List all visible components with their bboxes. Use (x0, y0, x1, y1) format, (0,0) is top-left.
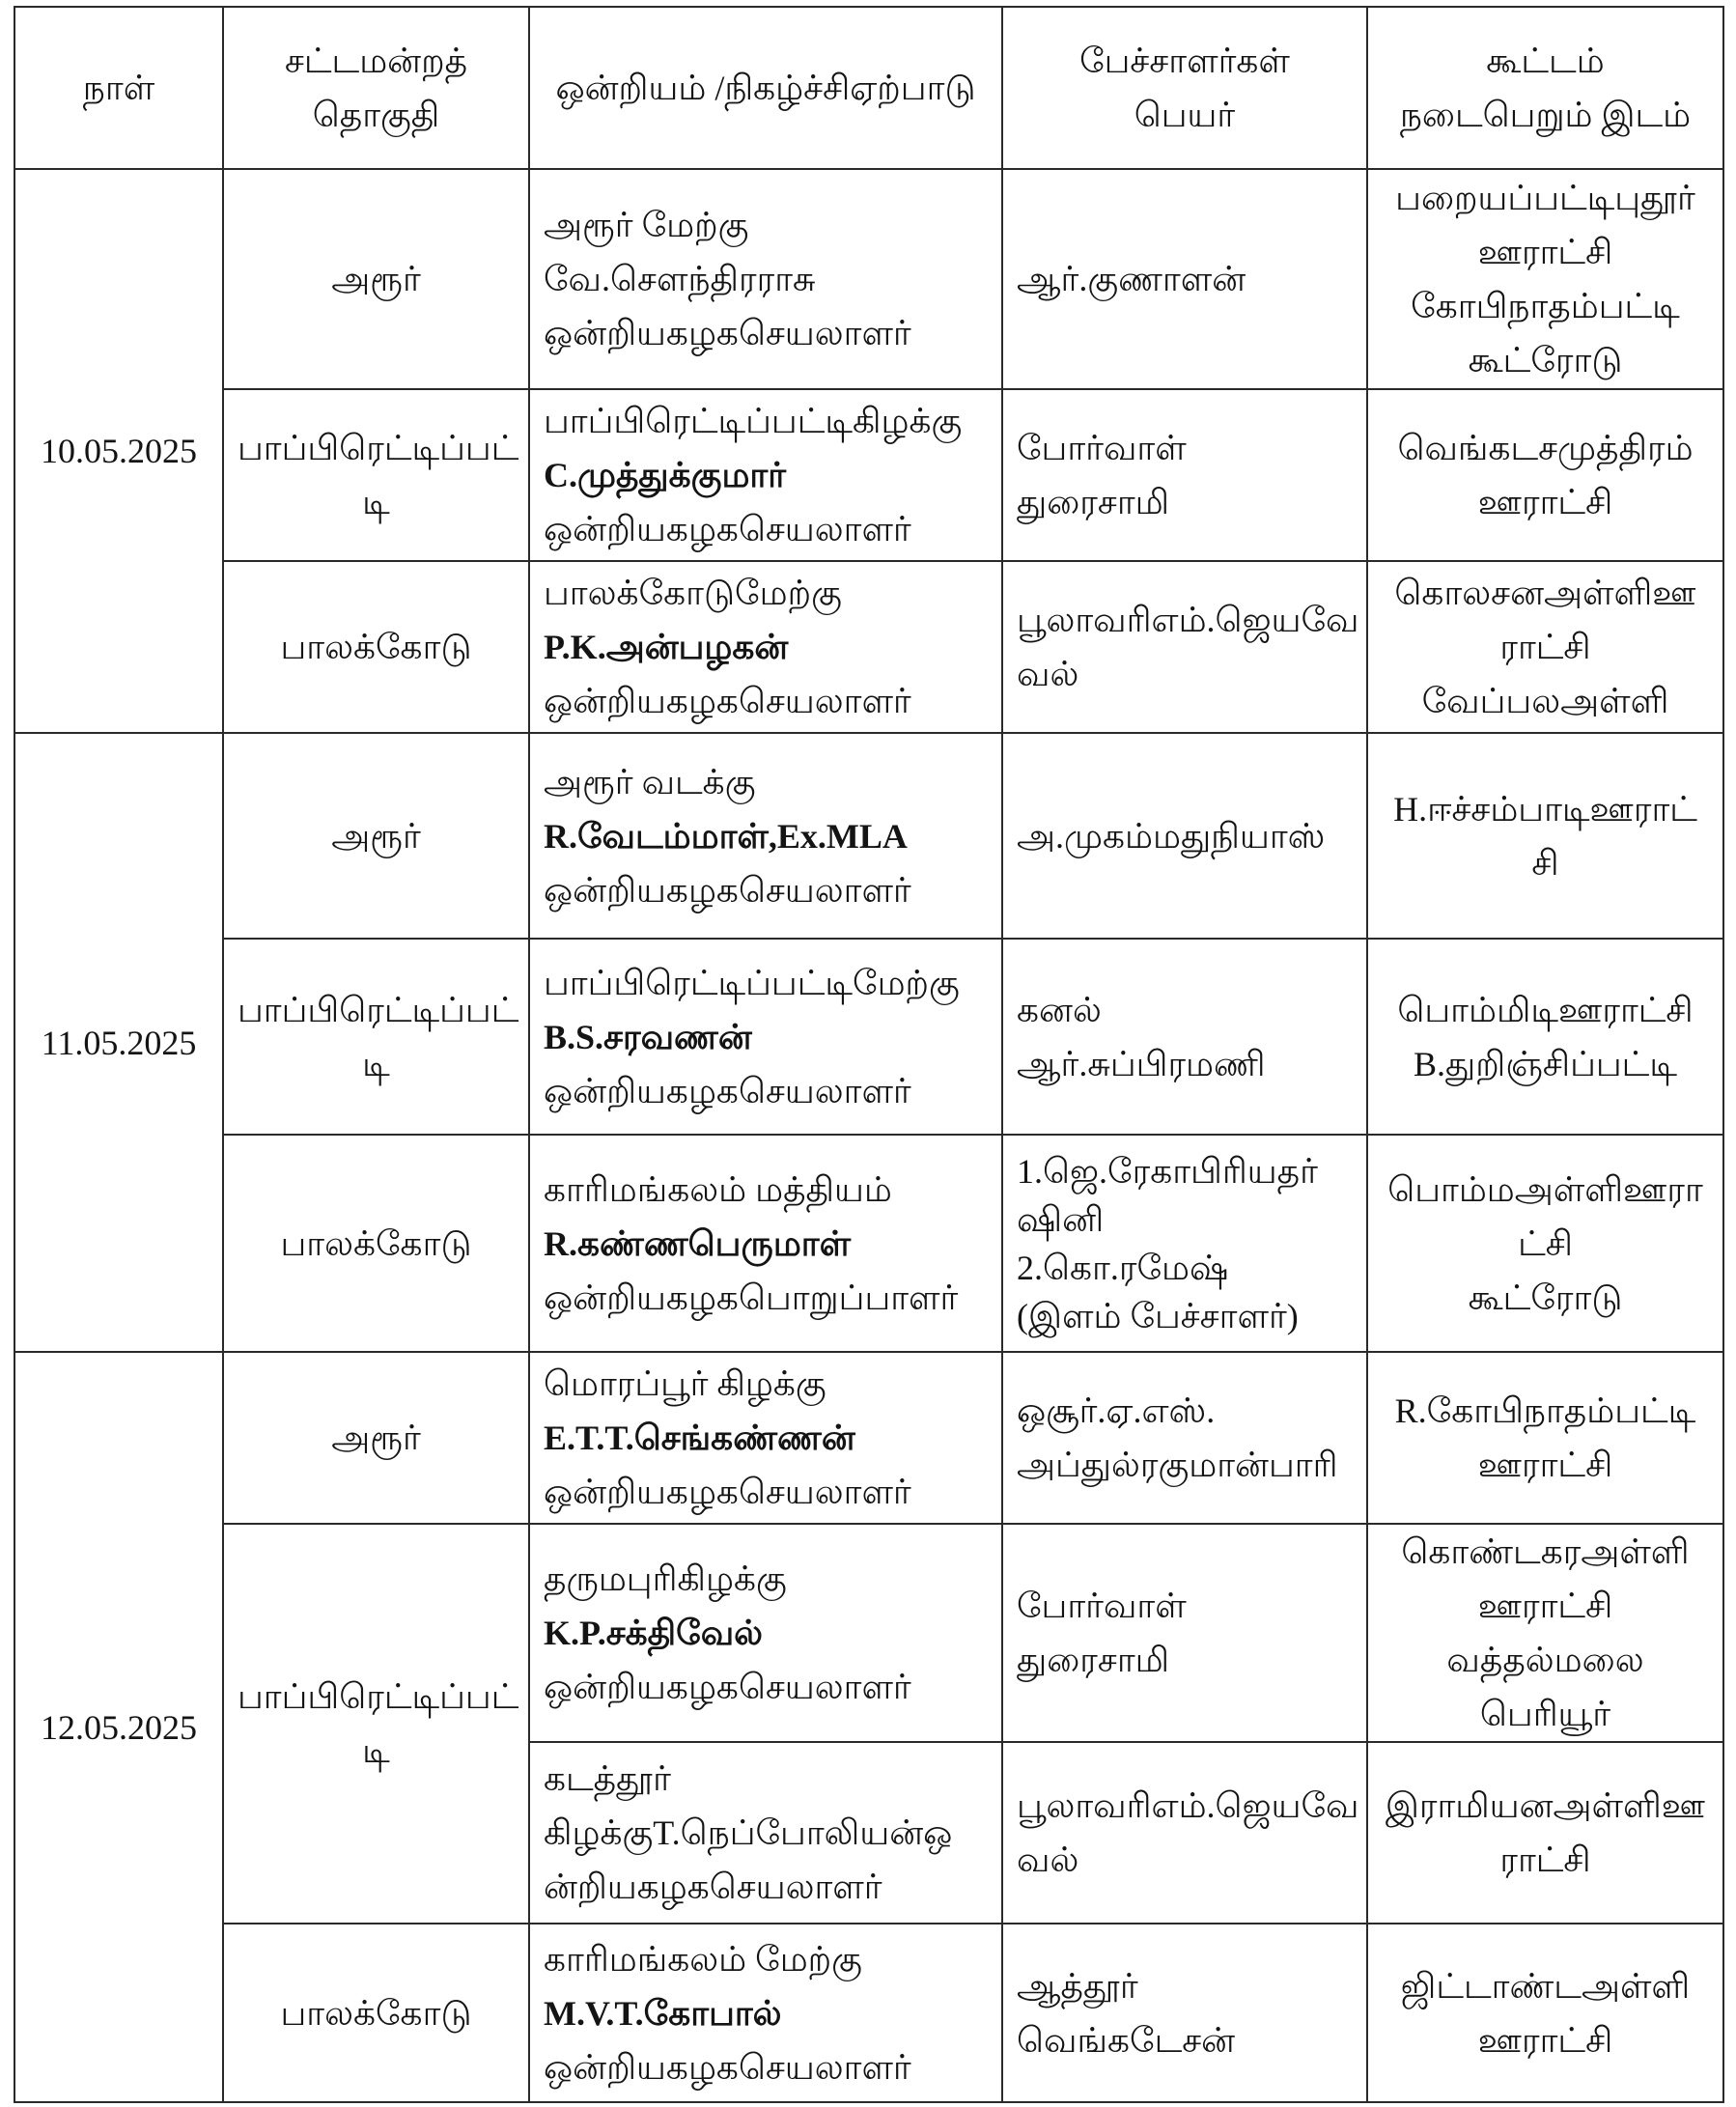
cell-line: ஒன்றியகழகபொறுப்பாளர் (544, 1278, 959, 1317)
table-row (14, 1524, 1723, 1742)
venue-cell (1367, 169, 1723, 389)
cell-line: ஒன்றியகழகசெயலாளர் (544, 1071, 911, 1110)
cell-line: காரிமங்கலம் மேற்கு (544, 1939, 862, 1979)
speakers-cell (1002, 939, 1367, 1135)
cell-line: ஊராட்சி (1477, 233, 1613, 271)
union-cell (529, 1352, 1002, 1524)
schedule-table (14, 6, 1724, 2103)
cell-line: R.கோபிநாதம்பட்டி (1394, 1391, 1696, 1430)
header-line: ஒன்றியம் /நிகழ்ச்சிஏற்பாடு (555, 69, 976, 107)
cell-line: ஊராட்சி (1477, 1587, 1613, 1625)
cell-line: ஒன்றியகழகசெயலாளர் (544, 1473, 911, 1511)
speakers-cell (1002, 1524, 1367, 1742)
table-row (14, 939, 1723, 1135)
union-cell (529, 389, 1002, 561)
cell-line: அரூர் (331, 1419, 421, 1457)
constituency-cell (223, 1352, 529, 1524)
cell-line: துரைசாமி (1017, 1641, 1170, 1679)
header-line: பேச்சாளர்கள் (1079, 42, 1290, 80)
cell-line: பொம்மஅள்ளிஊரா (1387, 1169, 1703, 1209)
header-line: தொகுதி (312, 96, 440, 134)
constituency-cell (223, 1524, 529, 1924)
cell-line: டி (362, 1044, 390, 1083)
date-cell (14, 733, 223, 1352)
cell-line: ட்சி (1518, 1223, 1573, 1263)
cell-line: R.வேடம்மாள்,Ex.MLA (544, 816, 908, 856)
cell-line: அரூர் வடக்கு (544, 762, 756, 801)
cell-line: பாப்பிரெட்டிப்பட் (238, 429, 519, 467)
speakers-cell (1002, 561, 1367, 733)
constituency-cell (223, 1135, 529, 1352)
cell-line: அரூர் (331, 260, 421, 298)
venue-cell (1367, 561, 1723, 733)
cell-line: கொலசனஅள்ளிஊ (1394, 574, 1696, 612)
venue-cell (1367, 733, 1723, 939)
cell-line: பாப்பிரெட்டிப்பட் (238, 990, 519, 1029)
date-text: 10.05.2025 (41, 432, 197, 470)
cell-line: கொண்டகரஅள்ளி (1401, 1532, 1690, 1571)
cell-line: காரிமங்கலம் மத்தியம் (544, 1169, 892, 1209)
union-cell (529, 1742, 1002, 1924)
cell-line: ஷினி (1017, 1199, 1105, 1239)
cell-line: வல் (1017, 1840, 1079, 1879)
cell-line: H.ஈச்சம்பாடிஊராட் (1393, 789, 1697, 829)
header-constituency (223, 7, 529, 169)
constituency-cell (223, 733, 529, 939)
table-row (14, 733, 1723, 939)
date-cell (14, 1352, 223, 2102)
cell-line: கடத்தூர் (544, 1759, 671, 1798)
cell-line: வத்தல்மலை (1446, 1641, 1644, 1679)
cell-line: அரூர் (331, 816, 421, 856)
cell-line: டி (362, 483, 390, 521)
cell-line: ஒன்றியகழகசெயலாளர் (544, 314, 911, 352)
header-venue (1367, 7, 1723, 169)
cell-line: பூலாவரிஎம்.ஜெயவே (1017, 1786, 1359, 1825)
speakers-cell (1002, 733, 1367, 939)
cell-line: M.V.T.கோபால் (544, 1993, 782, 2033)
cell-line: ஒன்றியகழகசெயலாளர் (544, 1668, 911, 1706)
header-row (14, 7, 1723, 169)
cell-line: ஜிட்டாண்டஅள்ளி (1400, 1966, 1691, 2006)
cell-line: கூட்ரோடு (1468, 1278, 1623, 1317)
header-line: கூட்டம் (1486, 42, 1605, 80)
cell-line: வெங்கடசமுத்திரம் (1397, 429, 1694, 467)
cell-line: 2.கொ.ரமேஷ் (1017, 1248, 1229, 1287)
venue-cell (1367, 1352, 1723, 1524)
cell-line: தருமபுரிகிழக்கு (544, 1559, 787, 1598)
date-text: 11.05.2025 (41, 1023, 197, 1062)
cell-line: அ.முகம்மதுநியாஸ் (1017, 816, 1326, 856)
cell-line: துரைசாமி (1017, 483, 1170, 521)
table-row (14, 1352, 1723, 1524)
cell-line: ஊராட்சி (1477, 1446, 1613, 1484)
cell-line: அப்துல்ரகுமான்பாரி (1017, 1446, 1338, 1484)
cell-line: ஒசூர்.ஏ.எஸ். (1017, 1391, 1216, 1430)
venue-cell (1367, 1135, 1723, 1352)
table-row (14, 1924, 1723, 2102)
union-cell (529, 1524, 1002, 1742)
cell-line: B.S.சரவணன் (544, 1017, 752, 1056)
table-row (14, 389, 1723, 561)
speakers-cell (1002, 1352, 1367, 1524)
cell-line: பாப்பிரெட்டிப்பட்டிகிழக்கு (544, 402, 963, 440)
cell-line: வேப்பலஅள்ளி (1421, 682, 1669, 720)
cell-line: ராட்சி (1499, 628, 1591, 666)
speakers-cell (1002, 169, 1367, 389)
cell-line: ஒன்றியகழகசெயலாளர் (544, 2047, 911, 2087)
header-line: சட்டமன்றத் (284, 42, 468, 80)
speakers-cell (1002, 1924, 1367, 2102)
cell-line: பாலக்கோடுமேற்கு (544, 574, 842, 612)
union-cell (529, 939, 1002, 1135)
date-cell (14, 169, 223, 733)
cell-line: டி (362, 1731, 390, 1770)
cell-line: E.T.T.செங்கண்ணன் (544, 1419, 855, 1457)
union-cell (529, 1924, 1002, 2102)
speakers-cell (1002, 1135, 1367, 1352)
cell-line: (இளம் பேச்சாளர்) (1017, 1296, 1299, 1335)
header-line: நாள் (82, 69, 155, 107)
cell-line: சி (1531, 843, 1559, 883)
header-date (14, 7, 223, 169)
cell-line: பாலக்கோடு (280, 1223, 472, 1263)
cell-line: பாப்பிரெட்டிப்பட் (238, 1677, 519, 1716)
cell-line: ஒன்றியகழகசெயலாளர் (544, 870, 911, 910)
cell-line: இராமியனஅள்ளிஊ (1385, 1786, 1706, 1825)
cell-line: ன்றியகழகசெயலாளர் (544, 1868, 882, 1906)
cell-line: பாப்பிரெட்டிப்பட்டிமேற்கு (544, 963, 960, 1002)
cell-line: கிழக்குT.நெப்போலியன்ஒ (544, 1813, 953, 1852)
union-cell (529, 561, 1002, 733)
cell-line: வெங்கடேசன் (1017, 2020, 1236, 2060)
union-cell (529, 733, 1002, 939)
cell-line: ஆத்தூர் (1017, 1966, 1138, 2006)
cell-line: C.முத்துக்குமார் (544, 456, 787, 494)
table-row (14, 1135, 1723, 1352)
cell-line: K.P.சக்திவேல் (544, 1614, 764, 1652)
speakers-cell (1002, 389, 1367, 561)
venue-cell (1367, 1742, 1723, 1924)
union-cell (529, 1135, 1002, 1352)
venue-cell (1367, 1524, 1723, 1742)
cell-line: பொம்மிடிஊராட்சி (1397, 990, 1694, 1029)
cell-line: கூட்ரோடு (1468, 341, 1623, 379)
cell-line: ஊராட்சி (1477, 2020, 1613, 2060)
cell-line: பறையப்பட்டிபுதூர் (1395, 179, 1695, 217)
header-line: பெயர் (1134, 96, 1236, 134)
cell-line: ஒன்றியகழகசெயலாளர் (544, 682, 911, 720)
cell-line: ஆர்.சுப்பிரமணி (1017, 1044, 1266, 1083)
cell-line: பூலாவரிஎம்.ஜெயவே (1017, 601, 1359, 639)
header-line: நடைபெறும் இடம் (1399, 96, 1692, 134)
constituency-cell (223, 939, 529, 1135)
venue-cell (1367, 1924, 1723, 2102)
constituency-cell (223, 561, 529, 733)
speakers-cell (1002, 1742, 1367, 1924)
cell-line: போர்வாள் (1017, 429, 1187, 467)
constituency-cell (223, 169, 529, 389)
cell-line: மொரப்பூர் கிழக்கு (544, 1364, 826, 1403)
cell-line: போர்வாள் (1017, 1587, 1187, 1625)
cell-line: பெரியூர் (1479, 1695, 1611, 1733)
cell-line: வல் (1017, 655, 1079, 693)
header-union (529, 7, 1002, 169)
cell-line: கனல் (1017, 990, 1102, 1029)
cell-line: பாலக்கோடு (280, 628, 472, 666)
cell-line: R.கண்ணபெருமாள் (544, 1223, 852, 1263)
cell-line: ஊராட்சி (1477, 483, 1613, 521)
constituency-cell (223, 1924, 529, 2102)
venue-cell (1367, 389, 1723, 561)
cell-line: B.துறிஞ்சிப்பட்டி (1414, 1044, 1677, 1083)
header-speakers (1002, 7, 1367, 169)
date-text: 12.05.2025 (41, 1707, 197, 1747)
table-row (14, 561, 1723, 733)
cell-line: கோபிநாதம்பட்டி (1411, 287, 1680, 325)
cell-line: 1.ஜெ.ரேகாபிரியதர் (1017, 1151, 1318, 1191)
venue-cell (1367, 939, 1723, 1135)
cell-line: வே.செளந்திரராசு (544, 260, 816, 298)
cell-line: P.K.அன்பழகன் (544, 628, 789, 666)
cell-line: ஆர்.குணாளன் (1017, 260, 1246, 298)
table-row (14, 169, 1723, 389)
cell-line: ராட்சி (1499, 1840, 1591, 1879)
cell-line: பாலக்கோடு (280, 1993, 472, 2033)
cell-line: அரூர் மேற்கு (544, 206, 749, 244)
cell-line: ஒன்றியகழகசெயலாளர் (544, 510, 911, 548)
constituency-cell (223, 389, 529, 561)
union-cell (529, 169, 1002, 389)
